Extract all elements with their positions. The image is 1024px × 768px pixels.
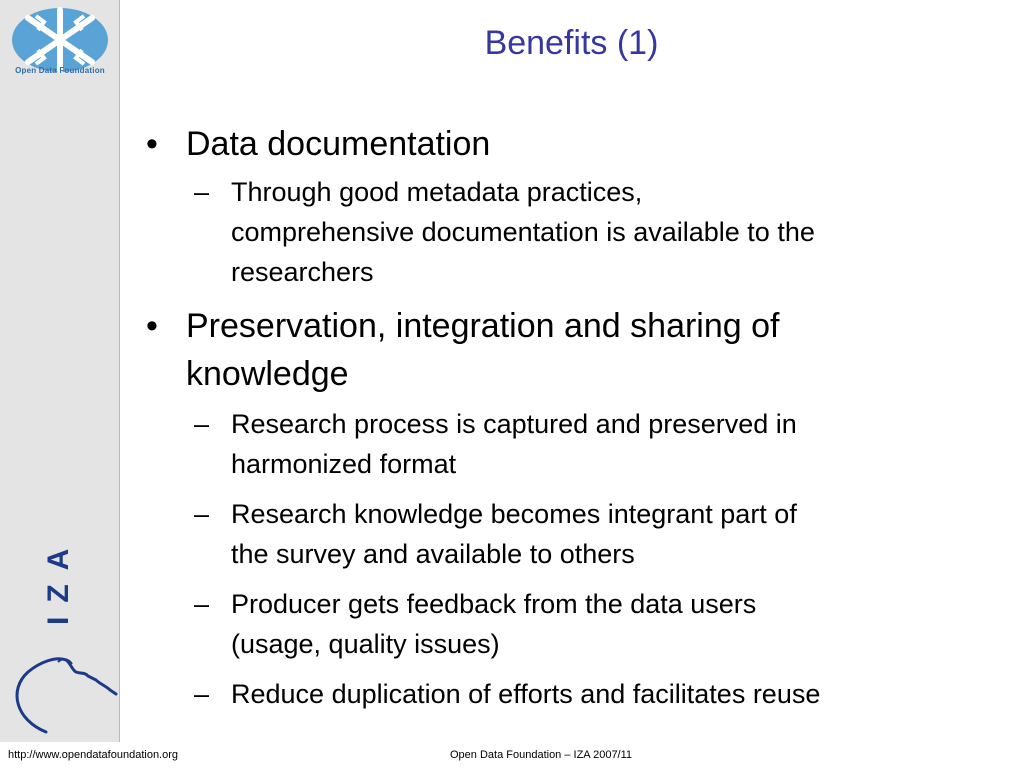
face-profile-icon <box>6 650 118 736</box>
dash-marker: – <box>194 177 210 207</box>
dash-marker: – <box>194 679 210 709</box>
footer-url: http://www.opendatafoundation.org <box>8 749 179 761</box>
sub-bullet-item <box>146 494 1006 574</box>
dash-marker: – <box>194 409 210 439</box>
logo-caption: Open Data Foundation <box>15 66 105 75</box>
sub-bullet-item <box>146 404 1006 484</box>
sub-bullet-item <box>146 674 1006 714</box>
bullet-item <box>146 302 1006 398</box>
bullet-marker: • <box>146 125 158 163</box>
dash-marker: – <box>194 499 210 529</box>
bullet-marker: • <box>146 307 158 345</box>
sidebar <box>0 0 120 742</box>
sub-bullet-text: Reduce duplication of efforts and facilitates reuse <box>231 679 821 709</box>
sub-bullet-text: Through good metadata practices, comprehensive documentation is available to the researchers <box>231 177 815 287</box>
svg-text:IZA: IZA <box>42 534 75 625</box>
sub-bullet-item <box>146 172 1006 292</box>
sub-bullet-text: Research process is captured and preserved in harmonized format <box>231 409 797 479</box>
bullet-text: Data documentation <box>186 125 491 163</box>
sub-bullet-text: Producer gets feedback from the data users (usage, quality issues) <box>231 589 757 659</box>
slide-content <box>146 124 1006 714</box>
dash-marker: – <box>194 589 210 619</box>
footer-center-text: Open Data Foundation – IZA 2007/11 <box>450 749 633 761</box>
sub-bullet-text: Research knowledge becomes integrant part of the survey and available to others <box>231 499 797 569</box>
bullet-item <box>146 124 1006 164</box>
iza-wordmark <box>42 515 75 625</box>
bullet-text: Preservation, integration and sharing of knowledge <box>186 307 780 393</box>
slide-title: Benefits (1) <box>484 24 659 62</box>
sub-bullet-item <box>146 584 1006 664</box>
